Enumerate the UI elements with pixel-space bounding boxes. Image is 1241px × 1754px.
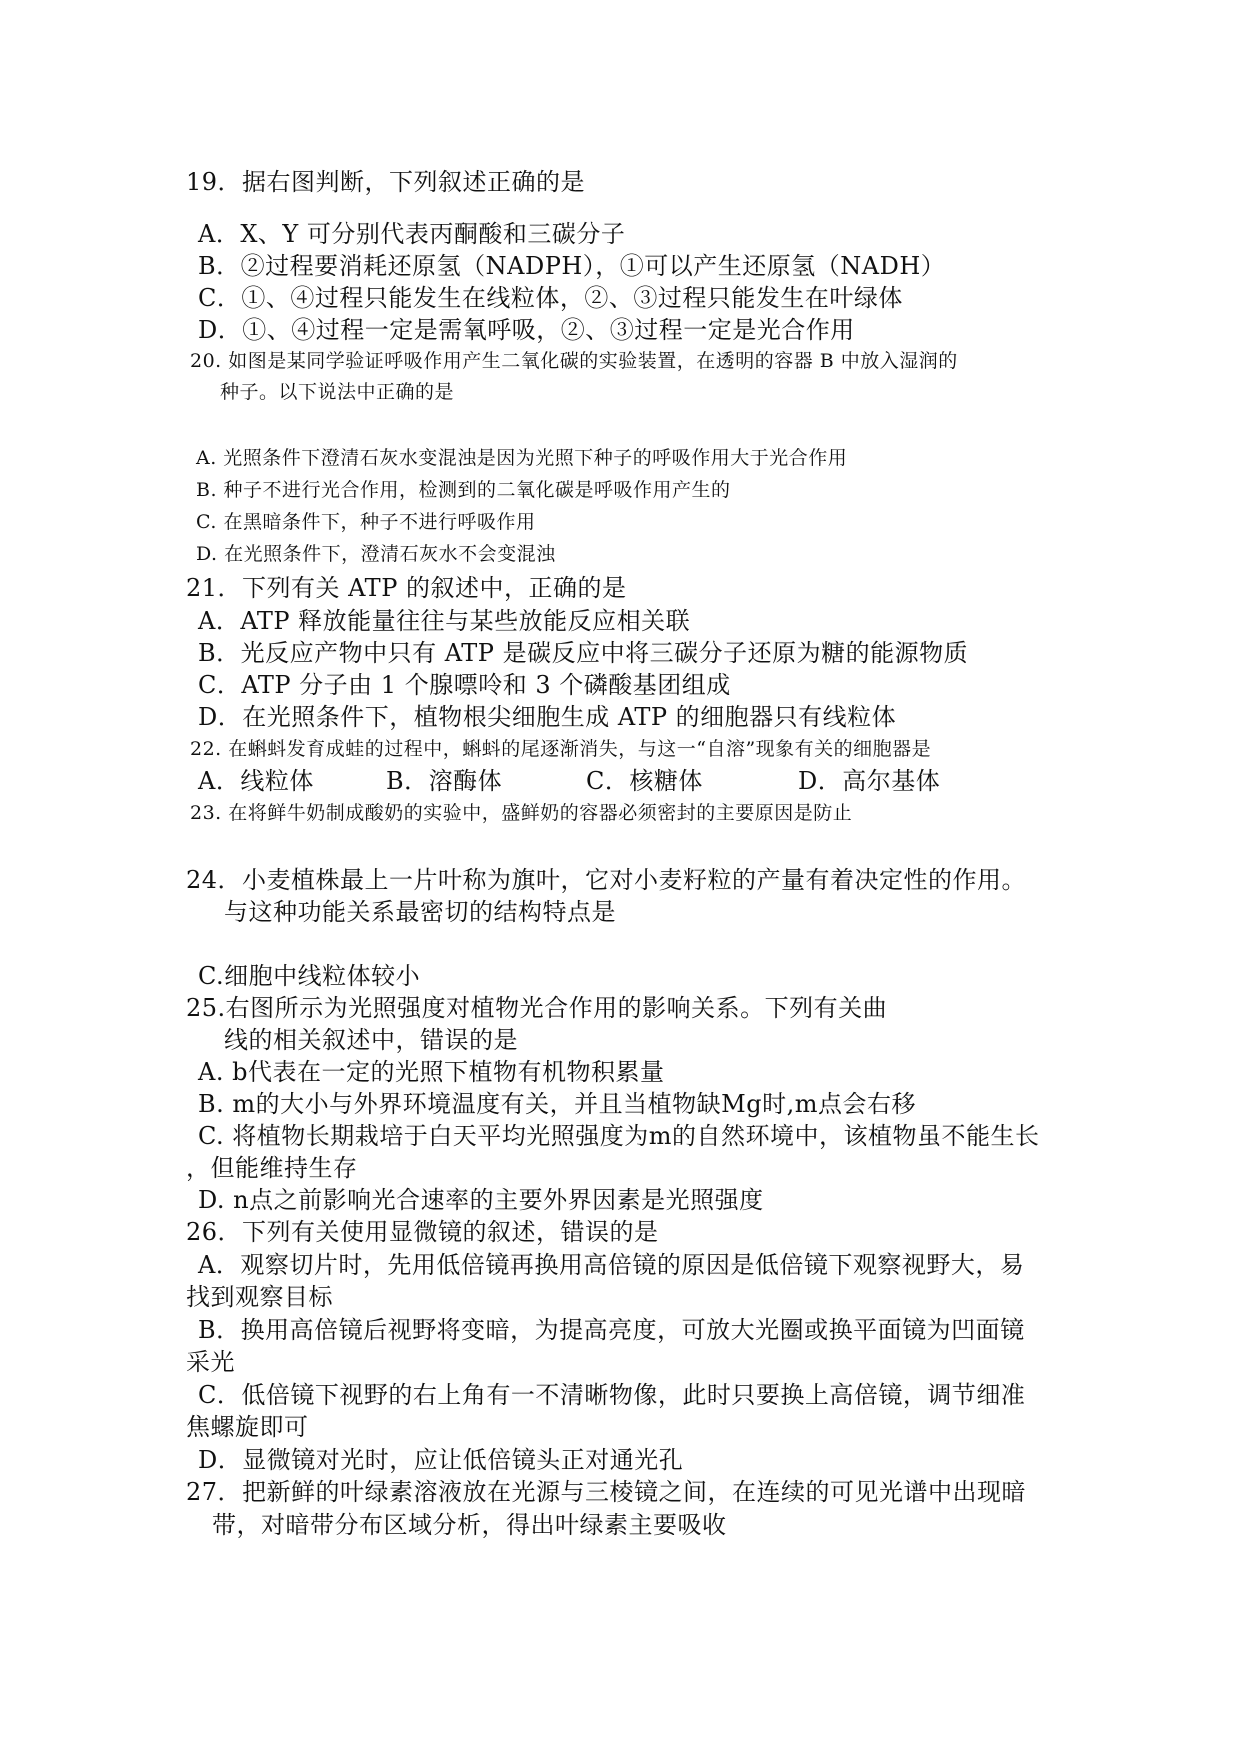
q20-stem-line2: 种子。以下说法中正确的是 <box>220 381 455 403</box>
q20-option-d: D. 在光照条件下，澄清石灰水不会变混浊 <box>196 543 556 565</box>
q24-stem-line1: 24．小麦植株最上一片叶称为旗叶，它对小麦籽粒的产量有着决定性的作用。 <box>186 866 1027 894</box>
q24-option-c: C.细胞中线粒体较小 <box>198 962 421 990</box>
q19-option-a: A．X、Y 可分别代表丙酮酸和三碳分子 <box>198 220 626 248</box>
q20-option-a: A. 光照条件下澄清石灰水变混浊是因为光照下种子的呼吸作用大于光合作用 <box>196 447 848 469</box>
q27-stem-line2: 带，对暗带分布区域分析，得出叶绿素主要吸收 <box>212 1511 727 1539</box>
q26-option-a-line1: A．观察切片时，先用低倍镜再换用高倍镜的原因是低倍镜下观察视野大，易 <box>198 1251 1025 1279</box>
q22-option-b: B．溶酶体 <box>386 767 503 795</box>
q22-stem: 22. 在蝌蚪发育成蛙的过程中，蝌蚪的尾逐渐消失，与这一“自溶”现象有关的细胞器是 <box>190 738 932 760</box>
q23-stem: 23. 在将鲜牛奶制成酸奶的实验中，盛鲜奶的容器必须密封的主要原因是防止 <box>190 802 853 824</box>
q21-option-b: B．光反应产物中只有 ATP 是碳反应中将三碳分子还原为糖的能源物质 <box>198 639 969 667</box>
q25-option-c-line2: ，但能维持生存 <box>186 1154 358 1182</box>
q26-option-c-line1: C．低倍镜下视野的右上角有一不清晰物像，此时只要换上高倍镜，调节细准 <box>198 1381 1026 1409</box>
q26-option-a-line2: 找到观察目标 <box>186 1283 333 1311</box>
q26-option-b-line2: 采光 <box>186 1348 235 1376</box>
q25-option-a: A. b代表在一定的光照下植物有机物积累量 <box>198 1058 665 1086</box>
q25-option-b: B. m的大小与外界环境温度有关，并且当植物缺Mg时,m点会右移 <box>198 1090 916 1118</box>
q24-stem-line2: 与这种功能关系最密切的结构特点是 <box>224 898 616 926</box>
q25-stem-line2: 线的相关叙述中，错误的是 <box>224 1026 518 1054</box>
q22-option-d: D．高尔基体 <box>798 767 941 795</box>
q22-option-a: A．线粒体 <box>198 767 314 795</box>
q27-stem-line1: 27．把新鲜的叶绿素溶液放在光源与三棱镜之间，在连续的可见光谱中出现暗 <box>186 1478 1027 1506</box>
q20-stem-line1: 20. 如图是某同学验证呼吸作用产生二氧化碳的实验装置，在透明的容器 B 中放入湿润的 <box>190 350 958 372</box>
q26-option-c-line2: 焦螺旋即可 <box>186 1413 309 1441</box>
q19-option-d: D．①、④过程一定是需氧呼吸，②、③过程一定是光合作用 <box>198 316 855 344</box>
q25-option-c-line1: C. 将植物长期栽培于白天平均光照强度为m的自然环境中，该植物虽不能生长 <box>198 1122 1040 1150</box>
q25-option-d: D. n点之前影响光合速率的主要外界因素是光照强度 <box>198 1186 764 1214</box>
q26-stem: 26．下列有关使用显微镜的叙述，错误的是 <box>186 1218 659 1246</box>
q20-option-b: B. 种子不进行光合作用，检测到的二氧化碳是呼吸作用产生的 <box>196 479 731 501</box>
q21-option-c: C．ATP 分子由 1 个腺嘌呤和 3 个磷酸基团组成 <box>198 671 731 699</box>
q26-option-b-line1: B．换用高倍镜后视野将变暗，为提高亮度，可放大光圈或换平面镜为凹面镜 <box>198 1316 1025 1344</box>
q21-option-a: A．ATP 释放能量往往与某些放能反应相关联 <box>198 607 691 635</box>
q26-option-d: D．显微镜对光时，应让低倍镜头正对通光孔 <box>198 1446 684 1474</box>
q21-option-d: D．在光照条件下，植物根尖细胞生成 ATP 的细胞器只有线粒体 <box>198 703 897 731</box>
q25-stem-line1: 25.右图所示为光照强度对植物光合作用的影响关系。下列有关曲 <box>186 994 888 1022</box>
q21-stem: 21．下列有关 ATP 的叙述中，正确的是 <box>186 574 627 602</box>
q19-stem: 19．据右图判断，下列叙述正确的是 <box>186 168 586 196</box>
q19-option-c: C．①、④过程只能发生在线粒体，②、③过程只能发生在叶绿体 <box>198 284 903 312</box>
q20-option-c: C. 在黑暗条件下，种子不进行呼吸作用 <box>196 511 536 533</box>
q22-option-c: C．核糖体 <box>586 767 703 795</box>
q19-option-b: B．②过程要消耗还原氢（NADPH），①可以产生还原氢（NADH） <box>198 252 946 280</box>
